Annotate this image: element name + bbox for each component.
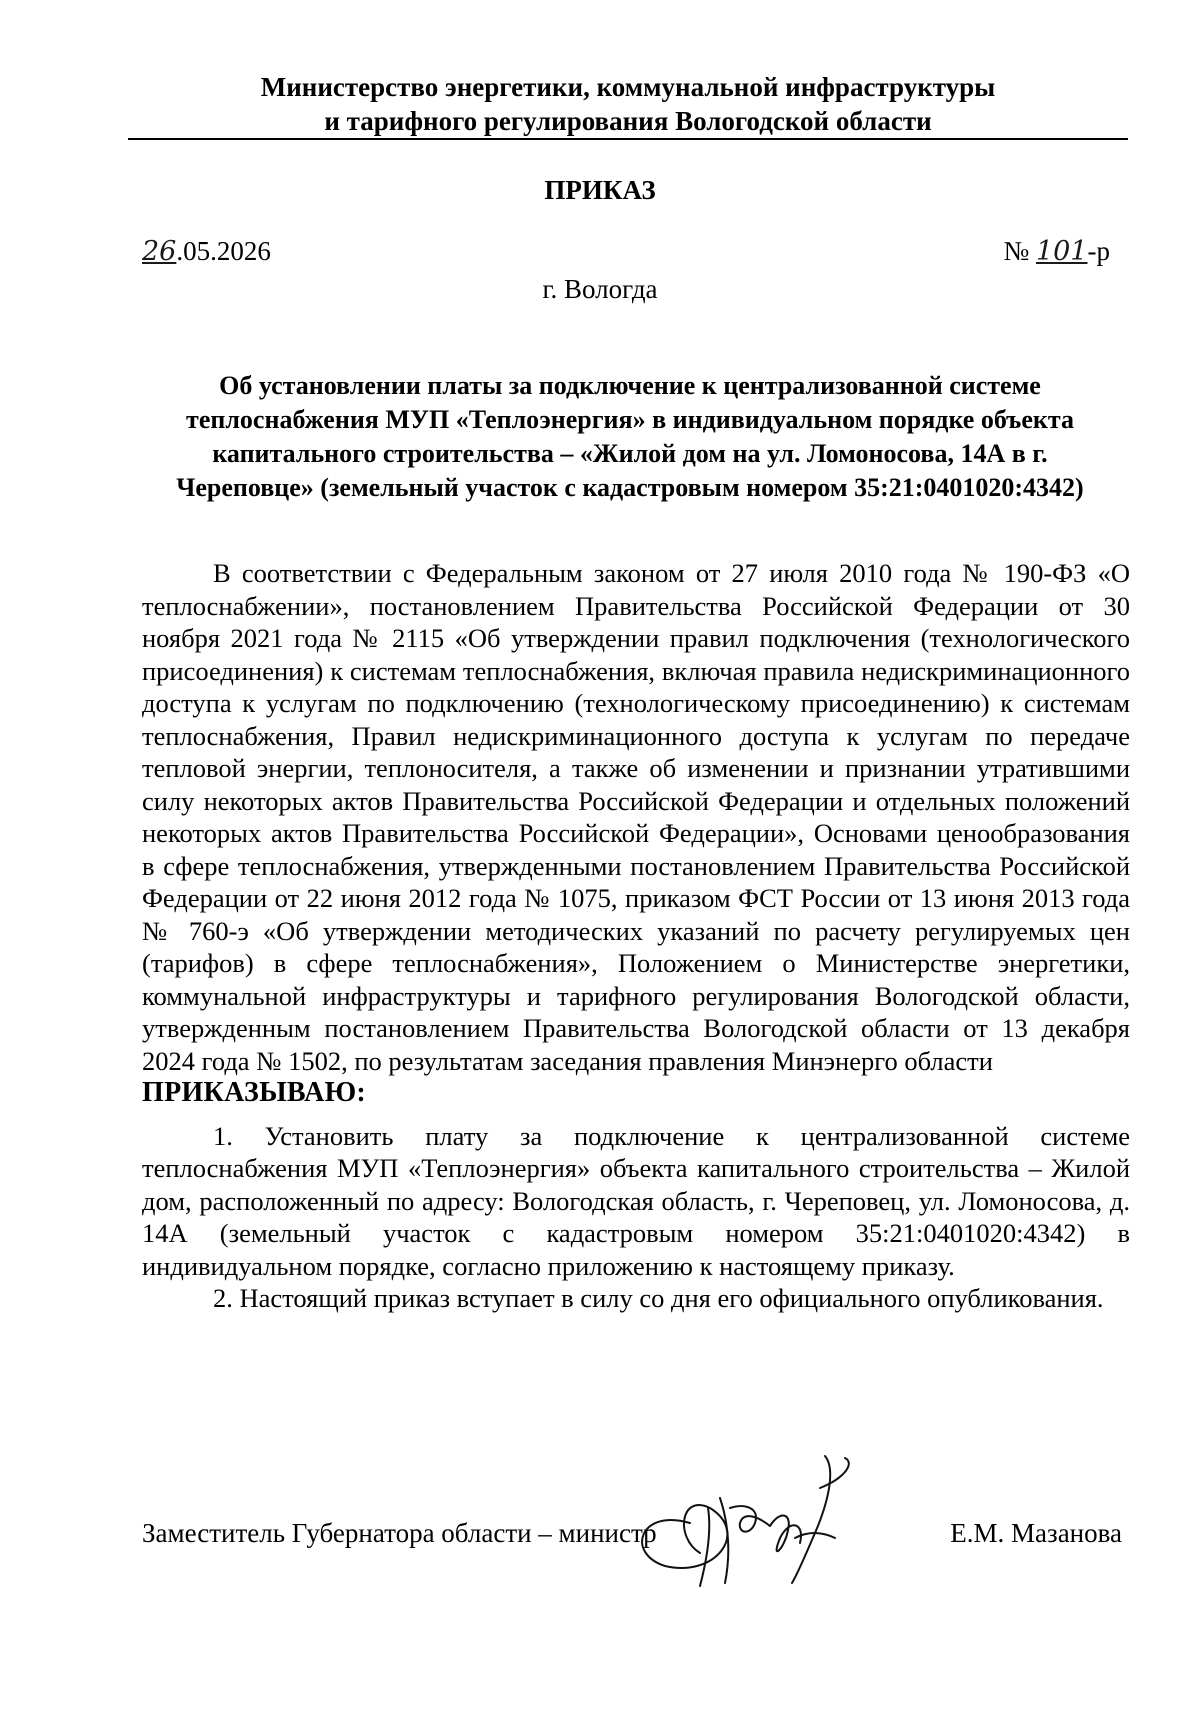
number-prefix: № (1003, 236, 1030, 266)
ministry-header (128, 70, 1128, 138)
preamble-paragraph: В соответствии с Федеральным законом от 27 июля 2010 года № 190-ФЗ «О теплоснабжении», постановлением Правительства Российской Федерации от 30 ноября 2021 года № 2115 «Об утверждении правил подключения (технологического присоединения) к системам теплоснабжения, включая правила недискриминационного доступа к услугам по подключению (технологическому присоединению) к системам теплоснабжения, Правил недискриминационного доступа к услугам по передаче тепловой энергии, теплоносителя, а также об изменении и признании утратившими силу некоторых актов Правительства Российской Федерации и отдельных положений некоторых актов Правительства Российской Федерации», Основами ценообразования в сфере теплоснабжения, утвержденными постановлением Правительства Российской Федерации от 22 июня 2012 года № 1075, приказом ФСТ России от 13 июня 2013 года № 760-э «Об утверждении методических указаний по расчету регулируемых цен (тарифов) в сфере теплоснабжения», Положением о Министерстве энергетики, коммунальной инфраструктуры и тарифного регулирования Вологодской области, утвержденным постановлением Правительства Вологодской области от 13 декабря 2024 года № 1502, по результатам заседания правления Минэнерго области (142, 558, 1130, 1076)
order-word: ПРИКАЗЫВАЮ: (142, 1077, 367, 1108)
order-item-1: 1. Установить плату за подключение к централизованной системе теплоснабжения МУП «Теплоэнергия» объекта капитального строительства – Жилой дом, расположенный по адресу: Вологодская область, г. Череповец, ул. Ломоносова, д. 14А (земельный участок с кадастровым номером 35:21:0401020:4342) в индивидуальном порядке, согласно приложению к настоящему приказу. (142, 1120, 1130, 1281)
signatory-name: Е.М. Мазанова (950, 1518, 1122, 1548)
ministry-header-line-2: и тарифного регулирования Вологодской области (324, 106, 932, 136)
date-day-handwritten: 26 (142, 236, 177, 267)
date-rest: .05.2026 (176, 236, 271, 266)
header-rule (128, 138, 1128, 140)
document-city: г. Вологда (542, 274, 658, 304)
order-subject: Об установлении платы за подключение к централизованной системе теплоснабжения МУП «Теплоэнергия» в индивидуальном порядке объекта капитального строительства – «Жилой дом на ул. Ломоносова, 14А в г. Череповце» (земельный участок с кадастровым номером 35:21:0401020:4342) (176, 371, 1084, 502)
document-title: ПРИКАЗ (544, 175, 656, 205)
document-number (1003, 236, 1110, 267)
document-date (142, 236, 271, 267)
handwritten-signature (620, 1438, 890, 1588)
order-item-2: 2. Настоящий приказ вступает в силу со дня его официального опубликования. (213, 1283, 1104, 1313)
document-body (142, 557, 1130, 1315)
number-suffix: -р (1087, 236, 1110, 266)
number-value-handwritten: 101 (1035, 236, 1088, 267)
signatory-position: Заместитель Губернатора области – министр (142, 1518, 657, 1548)
ministry-header-line-1: Министерство энергетики, коммунальной инфраструктуры (260, 72, 996, 102)
